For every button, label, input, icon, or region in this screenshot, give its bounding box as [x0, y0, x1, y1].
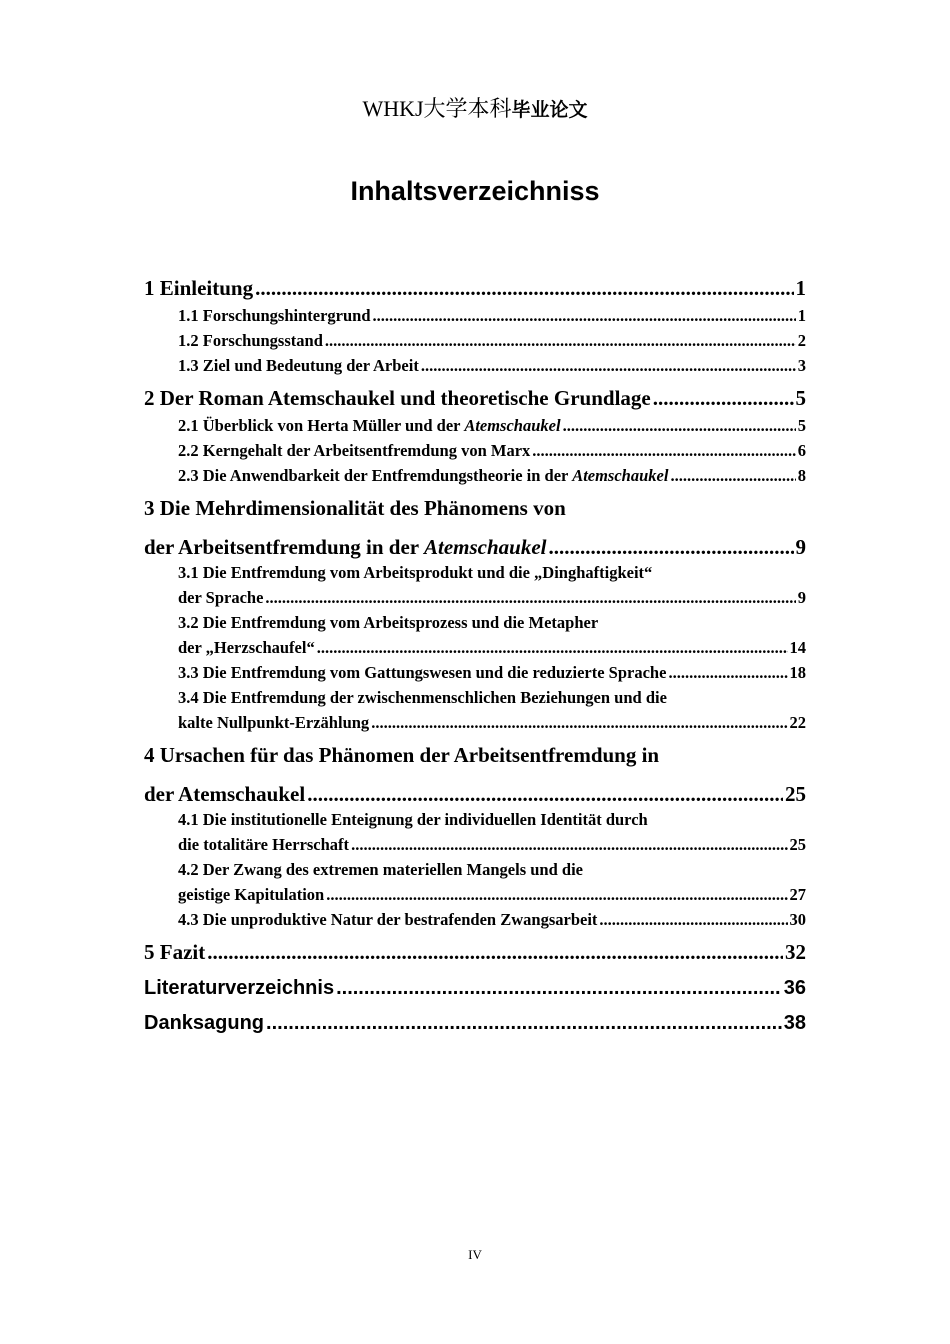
- toc-entry-3-1-line1: 3.1 Die Entfremdung vom Arbeitsprodukt und die „Dinghaftigkeit“: [178, 563, 653, 582]
- toc-entry-3-1[interactable]: der Sprache ..... 9: [144, 588, 806, 608]
- toc-entry-4-line1: 4 Ursachen für das Phänomen der Arbeitsentfremdung in: [144, 743, 660, 767]
- toc-entry-acknowledgements[interactable]: Danksagung ..... 38: [144, 1012, 806, 1035]
- toc-entry-4-3[interactable]: 4.3 Die unproduktive Natur der bestrafenden Zwangsarbeit ..... 30: [144, 910, 806, 930]
- toc-entry-3-4[interactable]: kalte Nullpunkt-Erzählung ..... 22: [144, 713, 806, 733]
- page-title: Inhaltsverzeichniss: [350, 176, 600, 206]
- toc-entry-3-2[interactable]: der „Herzschaufel“ ..... 14: [144, 638, 806, 658]
- toc-entry-2-2[interactable]: 2.2 Kerngehalt der Arbeitsentfremdung von Marx ..... 6: [144, 441, 806, 461]
- toc-entry-1[interactable]: 1 Einleitung ..... 1: [144, 276, 806, 301]
- page-number: IV: [468, 1247, 482, 1262]
- toc-entry-literature[interactable]: Literaturverzeichnis ..... 36: [144, 977, 806, 1000]
- toc-entry-3[interactable]: der Arbeitsentfremdung in der Atemschaukel ..... 9: [144, 535, 806, 560]
- toc-entry-2-3[interactable]: 2.3 Die Anwendbarkeit der Entfremdungstheorie in der Atemschaukel ..... 8: [144, 466, 806, 486]
- toc-entry-4-2[interactable]: geistige Kapitulation ..... 27: [144, 885, 806, 905]
- toc-entry-4-2-line1: 4.2 Der Zwang des extremen materiellen Mangels und die: [178, 860, 583, 879]
- header-thesis-label: 毕业论文: [511, 99, 588, 121]
- toc-entry-4[interactable]: der Atemschaukel ..... 25: [144, 782, 806, 807]
- toc-entry-4-1[interactable]: die totalitäre Herrschaft ..... 25: [144, 835, 806, 855]
- toc-entry-3-4-line1: 3.4 Die Entfremdung der zwischenmenschlichen Beziehungen und die: [178, 688, 667, 707]
- toc-entry-3-2-line1: 3.2 Die Entfremdung vom Arbeitsprozess und die Metapher: [178, 613, 599, 632]
- toc-entry-2[interactable]: 2 Der Roman Atemschaukel und theoretische Grundlage ..... 5: [144, 386, 806, 411]
- toc-entry-1-2[interactable]: 1.2 Forschungsstand ..... 2: [144, 331, 806, 351]
- toc-entry-4-1-line1: 4.1 Die institutionelle Enteignung der individuellen Identität durch: [178, 810, 648, 829]
- toc-entry-3-3[interactable]: 3.3 Die Entfremdung vom Gattungswesen und die reduzierte Sprache ..... 18: [144, 663, 806, 683]
- toc-entry-3-line1: 3 Die Mehrdimensionalität des Phänomens von: [144, 496, 566, 520]
- toc-entry-1-3[interactable]: 1.3 Ziel und Bedeutung der Arbeit ..... 3: [144, 356, 806, 376]
- table-of-contents: [144, 276, 806, 1035]
- toc-entry-1-1[interactable]: 1.1 Forschungshintergrund ..... 1: [144, 306, 806, 326]
- toc-entry-5[interactable]: 5 Fazit ..... 32: [144, 940, 806, 965]
- header-university: WHKJ大学本科: [362, 96, 512, 121]
- running-header: [0, 92, 950, 123]
- toc-entry-2-1[interactable]: 2.1 Überblick von Herta Müller und der Atemschaukel ..... 5: [144, 416, 806, 436]
